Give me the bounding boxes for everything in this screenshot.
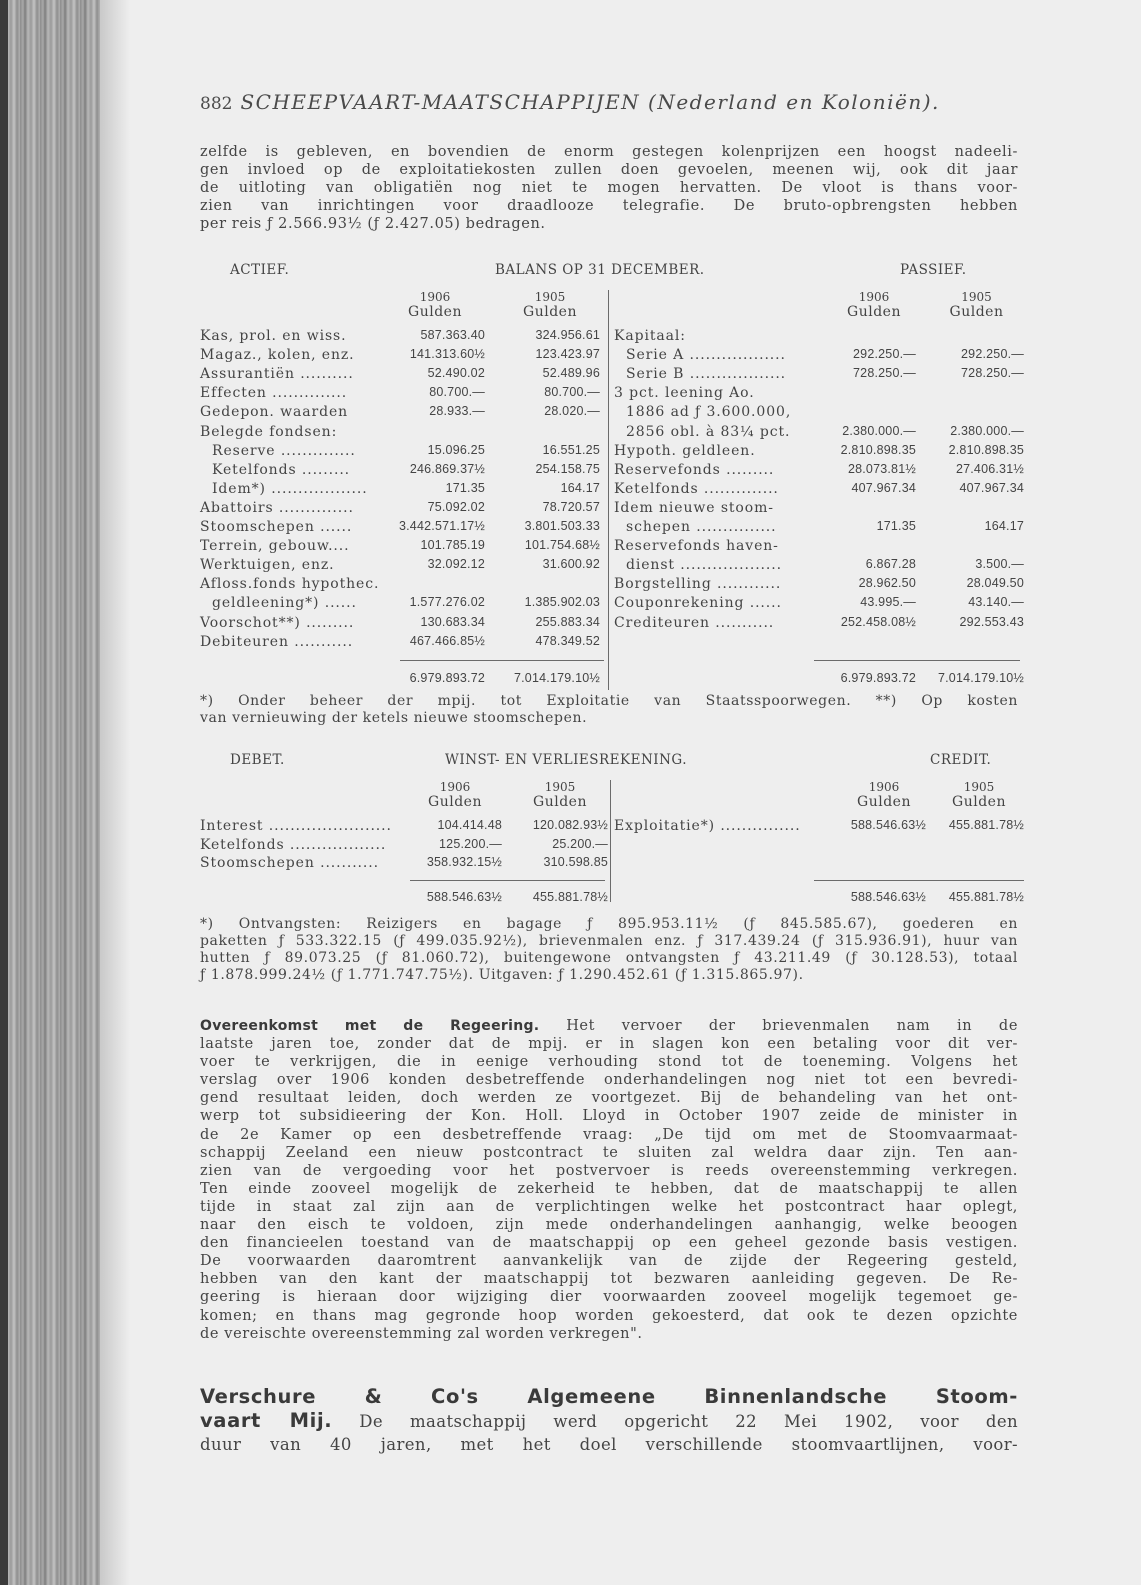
row-label: Terrein, gebouw.... [200, 538, 350, 555]
value-1905: 478.349.52 [535, 633, 600, 648]
value-1906: 1.577.276.02 [409, 595, 485, 610]
value-1906: 171.35 [445, 480, 485, 495]
running-head [200, 90, 940, 114]
value-1906: 2.380.000.— [842, 423, 916, 438]
value-1906: 407.967.34 [851, 480, 916, 495]
value-1906: 171.35 [876, 519, 916, 533]
text-line: laatste jaren toe, zonder dat de mpij. er in slagen kon een betaling voor dit ver- [200, 1036, 1018, 1053]
text-line: Overeenkomst met de Regeering. Het vervoer der brievenmalen nam in de [200, 1018, 1018, 1034]
sum-rule [814, 660, 1020, 661]
value-1906: 32.092.12 [427, 557, 485, 572]
book-spine [0, 0, 100, 1585]
row-label: Effecten .............. [200, 385, 348, 402]
row-label: dienst ................... [626, 557, 782, 574]
row-label: Crediteuren ........... [614, 614, 775, 631]
value-1906: 43.995.— [860, 595, 916, 610]
value-1906: 28.962.50 [858, 576, 916, 591]
row-label: Stoomschepen ........... [200, 855, 379, 871]
company-heading-cont: vaart Mij. [200, 1409, 333, 1432]
credit-heading: CREDIT. [930, 752, 992, 768]
text-line: schappij Zeeland een nieuw postcontract te sluiten zal weldra daar zijn. Ten aan- [200, 1144, 1018, 1161]
sum-rule [814, 880, 1024, 881]
value-1905: 78.720.57 [542, 499, 600, 514]
text-line: voer te verkrijgen, die in eenige verhouding stond tot de toeneming. Volgens het [200, 1054, 1018, 1071]
value-1905: 52.489.96 [542, 366, 600, 381]
text-line: hebben van den kant der maatschappij tot bezwaren aanleiding gegeven. De Re- [200, 1271, 1018, 1288]
page-title: SCHEEPVAART-MAATSCHAPPIJEN (Nederland en Koloniën). [240, 90, 940, 114]
value-1905: 2.380.000.— [950, 423, 1024, 438]
text-line: zelfde is gebleven, en bovendien de enorm gestegen kolenprijzen een hoogst nadeeli- [200, 144, 1018, 160]
value-1906: 125.200.— [439, 836, 502, 851]
value-1905: 28.049.50 [966, 576, 1024, 591]
text-line: de 2e Kamer op een desbetreffende vraag: „De tijd om met de Stoomvaarmaat- [200, 1126, 1018, 1143]
value-1906: 728.250.— [853, 366, 916, 381]
value-1905: 101.754.68½ [524, 538, 600, 553]
value-1906: 6.867.28 [865, 557, 916, 572]
row-label: Magaz., kolen, enz. [200, 347, 355, 364]
text-line: vaart Mij. De maatschappij werd opgericht 22 Mei 1902, voor den [200, 1409, 1019, 1432]
value-1906: 588.546.63½ [850, 818, 926, 832]
row-label: Kas, prol. en wiss. [200, 328, 347, 344]
value-1905: 16.551.25 [542, 442, 600, 457]
value-1905: 43.140.— [968, 595, 1024, 610]
text-line: den financieelen toestand van de maatschappij op een geheel gezonde basis vestigen. [200, 1235, 1018, 1252]
value-1906: 358.932.15½ [426, 855, 502, 869]
value-1905: 324.956.61 [535, 328, 600, 342]
value-1906: 15.096.25 [427, 442, 485, 457]
col-header-1905: 1905 Gulden [523, 290, 577, 320]
value-1906: 467.466.85½ [409, 633, 485, 648]
row-label: Belegde fondsen: [200, 423, 338, 440]
value-1906: 75.092.02 [427, 499, 485, 514]
col-header-1906: 1906 Gulden [857, 780, 911, 810]
row-label: Gedepon. waarden [200, 404, 349, 421]
sum-rule [410, 880, 605, 881]
value-1906: 141.313.60½ [409, 347, 485, 362]
value-1905: 31.600.92 [542, 557, 600, 572]
row-label: Interest ....................... [200, 818, 392, 834]
value-1905: 164.17 [560, 480, 600, 495]
value-1906: 246.869.37½ [409, 461, 485, 476]
value-1906: 3.442.571.17½ [398, 519, 485, 533]
text-line: verslag over 1906 konden desbetreffende onderhandelingen nog niet tot een bevredi- [200, 1072, 1018, 1089]
text-line: de uitloting van obligatiën nog niet te mogen hervatten. De vloot is thans voor- [200, 180, 1018, 196]
row-label: Voorschot**) ......... [200, 614, 355, 631]
row-label: Abattoirs .............. [200, 499, 354, 516]
actief-heading: ACTIEF. [230, 262, 290, 278]
row-label: Reservefonds haven- [614, 538, 779, 555]
value-1906: 52.490.02 [427, 366, 485, 381]
value-1905: 2.810.898.35 [948, 442, 1024, 457]
balance-sheet-table: 1906 Gulden 1905 Gulden Kas, prol. en wiss. 587.363.40 324.956.61 Magaz., kolen, enz. 141.313.60½ 123.423.97 Assurantiën .......... 52.490.02 52.489.96 Effecten .............. 80.700.— 80.700.— Gedepon. waarden 28.933.— 28.020.— Belegde fondsen: Reserve .............. 15.096.25 16.551.25 Ketelfonds ......... 246.869.37½ 254.158.75 Idem*) .................. 171.35 164.17 Abattoirs .............. 75.092.02 78.720.57 Stoomschepen ...... 3.442.571.17½ 3.801.503.33 Terrein, gebouw.... 101.785.19 101.754.68½ Werktuigen, enz. 32.092.12 31.600.92 Afloss.fonds hypothec. geldleening*) ...... 1.577.276.02 1.385.902.03 Voorschot**) ......... 130.683.34 255.883.34 Debiteuren ........... 467.466.85½ 478.349.52 6.979.893.72 7.014.179.10½ 1906 Gulden 1905 Gulden Kapitaal: Serie A .................. 292.250.— 292.250.— Serie B .................. 728.250.— 728.250.— 3 pct. leening Ao. 1886 ad ƒ 3.600.000, 2856 obl. à 83¼ pct. 2.380.000.— 2.380.000.— Hypoth. geldleen. 2.810.898.35 2.810.898.35 Reservefonds ......... 28.073.81½ 27.406.31½ Ketelfonds .............. 407.967.34 407.967.34 Idem nieuwe stoom- schepen ............... 171.35 164.17 Reservefonds haven- dienst ................... 6.867.28 3.500.— Borgstelling ............ 28.962.50 28.049.50 Couponrekening ...... 43.995.— 43.140.— Crediteuren ........... 252.458.08½ 292.553.43 6.979.893.72 7.014.179.10½ [200, 290, 1020, 700]
row-label: Werktuigen, enz. [200, 557, 335, 574]
value-1906: 28.933.— [429, 404, 485, 419]
row-label: Ketelfonds .............. [614, 480, 779, 497]
row-label: Exploitatie*) ............... [614, 818, 801, 834]
row-label: Serie A .................. [626, 347, 786, 364]
row-label: Reservefonds ......... [614, 461, 775, 478]
value-1906: 252.458.08½ [840, 614, 916, 629]
row-label: Ketelfonds ......... [212, 461, 351, 478]
row-label: 3 pct. leening Ao. [614, 385, 755, 402]
value-1905: 164.17 [984, 519, 1024, 533]
text-line: zien van inrichtingen voor draadlooze telegrafie. De bruto-opbrengsten hebben [200, 198, 1018, 214]
row-label: 2856 obl. à 83¼ pct. [626, 423, 791, 440]
spine-edge [0, 0, 8, 1585]
row-label: Stoomschepen ...... [200, 519, 353, 535]
passief-heading: PASSIEF. [900, 262, 967, 278]
value-1905: 255.883.34 [535, 614, 600, 629]
col-header-1905: 1905 Gulden [533, 780, 587, 810]
value-1905: 3.801.503.33 [524, 519, 600, 533]
intro-paragraph [200, 143, 1018, 233]
column-divider [610, 780, 611, 902]
col-header-1905: 1905 Gulden [949, 290, 1004, 320]
debet-heading: DEBET. [230, 752, 285, 768]
text-line: gen invloed op de exploitatiekosten zullen doen gevoelen, meenen wij, ook dit jaar [200, 162, 1018, 178]
value-1906: 101.785.19 [420, 538, 485, 553]
value-1905: 728.250.— [961, 366, 1024, 381]
value-1905: 310.598.85 [543, 855, 608, 869]
value-1905: 407.967.34 [959, 480, 1024, 495]
row-label: schepen ............... [626, 519, 777, 535]
value-1905: 28.020.— [544, 404, 600, 419]
col-header-1905: 1905 Gulden [952, 780, 1006, 810]
row-label: Kapitaal: [614, 328, 686, 344]
value-1905: 120.082.93½ [532, 818, 608, 832]
col-header-1906: 1906 Gulden [847, 290, 901, 320]
page-number: 882 [200, 94, 233, 114]
text-line: Ten einde zooveel mogelijk de zekerheid te hebben, dat de maatschappij te allen [200, 1180, 1018, 1197]
value-1906: 80.700.— [429, 385, 485, 400]
value-1906: 292.250.— [853, 347, 916, 362]
value-1905: 254.158.75 [535, 461, 600, 476]
value-1906: 587.363.40 [420, 328, 485, 342]
text-line: duur van 40 jaren, met het doel verschillende stoomvaartlijnen, voor- [200, 1435, 1018, 1454]
text-line: De voorwaarden daaromtrent aanvankelijk van de zijde der Regeering gesteld, [200, 1253, 1018, 1270]
text-line: komen; en thans mag gegronde hoop worden gekoesterd, dat ook te dezen opzichte [200, 1307, 1018, 1324]
row-label: Idem*) .................. [212, 480, 368, 497]
column-divider [608, 290, 609, 690]
row-label: Afloss.fonds hypothec. [200, 576, 380, 593]
company-heading: Verschure & Co's Algemeene Binnenlandsche Stoom- [200, 1385, 1018, 1408]
value-1905: 1.385.902.03 [524, 595, 600, 610]
row-label: Serie B .................. [626, 366, 787, 383]
value-1905: 25.200.— [552, 836, 608, 851]
value-1906: 2.810.898.35 [840, 442, 916, 457]
text-line: de vereischte overeenstemming zal worden verkregen". [200, 1325, 643, 1342]
balance-title: BALANS OP 31 DECEMBER. [495, 262, 705, 278]
value-1905: 3.500.— [975, 557, 1024, 572]
profit-loss-table: 1906 Gulden 1905 Gulden Interest ....................... 104.414.48 120.082.93½ Ketelfonds .................. 125.200.— 25.200.— Stoomschepen ........... 358.932.15½ 310.598.85 588.546.63½ 455.881.78½ 1906 Gulden 1905 Gulden Exploitatie*) ............... 588.546.63½ 455.881.78½ 588.546.63½ 455.881.78½ [200, 780, 1024, 904]
text-line: werp tot subsidieering der Kon. Holl. Lloyd in October 1907 zeide de minister in [200, 1108, 1018, 1125]
company-section [200, 1385, 1018, 1456]
text-line: naar den eisch te voldoen, zijn mede onderhandelingen aanhangig, welke beoogen [200, 1217, 1018, 1234]
balance-footnote: *) Onder beheer der mpij. tot Exploitatie van Staatsspoorwegen. **) Op kosten van vernieuwing der ketels nieuwe stoomschepen. [200, 693, 1018, 726]
value-1905: 292.553.43 [959, 614, 1024, 629]
value-1905: 80.700.— [544, 385, 600, 400]
value-1906: 104.414.48 [437, 818, 502, 832]
text-line: zien van de vergoeding voor het postvervoer is reeds overeenstemming verkregen. [200, 1162, 1018, 1179]
row-label: Reserve .............. [212, 442, 356, 459]
section-heading: Overeenkomst met de Regeering. [200, 1018, 540, 1034]
row-label: Assurantiën .......... [200, 366, 354, 383]
row-label: Debiteuren ........... [200, 633, 354, 650]
row-label: 1886 ad ƒ 3.600.000, [626, 404, 792, 421]
row-label: Ketelfonds .................. [200, 836, 387, 853]
sum-rule [400, 660, 604, 661]
text-line [200, 1385, 1018, 1409]
text-line: per reis ƒ 2.566.93½ (ƒ 2.427.05) bedragen. [200, 216, 546, 232]
value-1906: 130.683.34 [420, 614, 485, 629]
text-line: gend resultaat leiden, doch werden ze voortgezet. Bij de behandeling van het ont- [200, 1090, 1018, 1107]
pl-title: WINST- EN VERLIESREKENING. [445, 752, 688, 768]
value-1905: 292.250.— [961, 347, 1024, 362]
value-1905: 455.881.78½ [948, 818, 1024, 832]
pl-footnote: *) Ontvangsten: Reizigers en bagage ƒ 895.953.11½ (ƒ 845.585.67), goederen en paketten ƒ 533.322.15 (ƒ 499.035.92½), brievenmalen enz. ƒ 317.439.24 (ƒ 315.936.91), huur van hutten ƒ 89.073.25 (ƒ 81.060.72), buitengewone ontvangsten ƒ 43.211.49 (ƒ 30.128.53), totaal ƒ 1.878.999.24½ (ƒ 1.771.747.75½). Uitgaven: ƒ 1.290.452.61 (ƒ 1.315.865.97). [200, 916, 1018, 983]
row-label: Borgstelling ............ [614, 576, 782, 593]
row-label: geldleening*) ...... [212, 595, 357, 612]
row-label: Idem nieuwe stoom- [614, 499, 774, 516]
row-label: Couponrekening ...... [614, 595, 782, 612]
agreement-section [200, 1017, 1018, 1343]
col-header-1906: 1906 Gulden [408, 290, 462, 320]
row-label: Hypoth. geldleen. [614, 442, 756, 459]
text-line: geering is hieraan door wijziging dier voorwaarden zooveel mogelijk tegemoet ge- [200, 1289, 1018, 1306]
text-line: tijde in staat zal zijn aan de verplichtingen welke het postcontract haar oplegt, [200, 1198, 1018, 1215]
col-header-1906: 1906 Gulden [428, 780, 482, 810]
value-1905: 123.423.97 [535, 347, 600, 362]
value-1906: 28.073.81½ [847, 461, 916, 476]
value-1905: 27.406.31½ [955, 461, 1024, 476]
